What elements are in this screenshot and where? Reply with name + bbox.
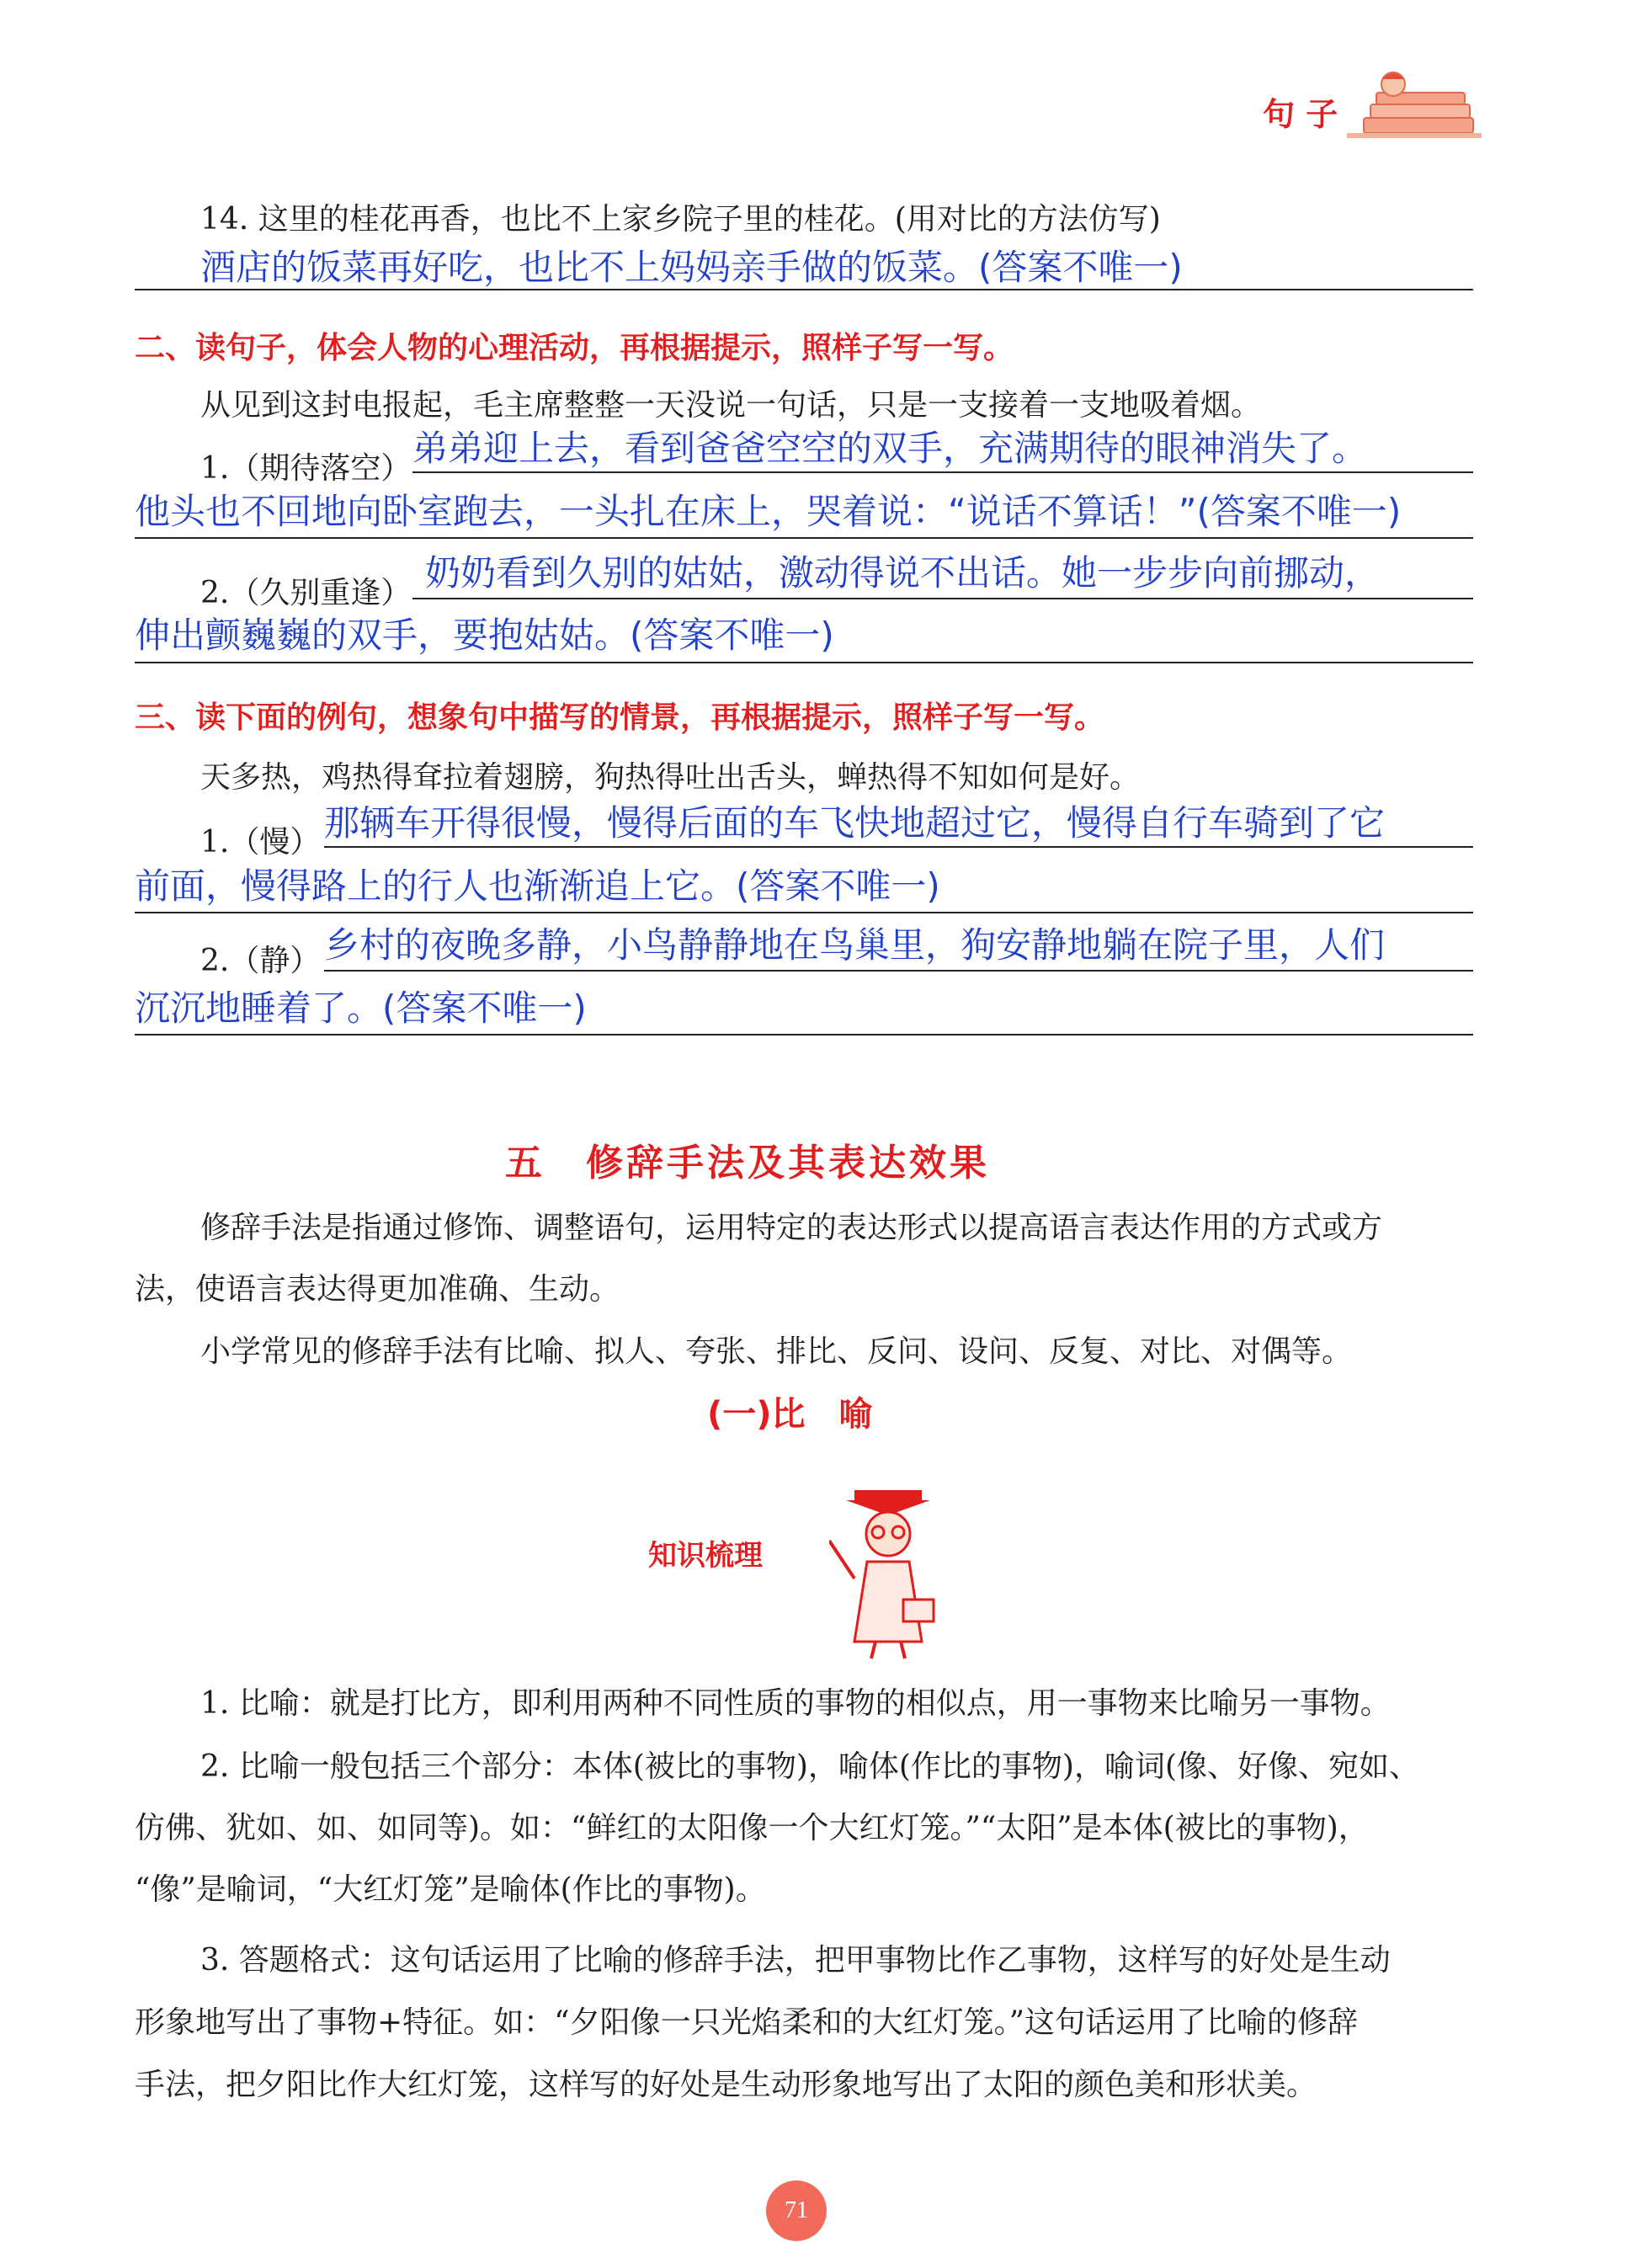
- section2-example: 从见到这封电报起，毛主席整整一天没说一句话，只是一支接着一支地吸着烟。: [200, 388, 1262, 423]
- knowledge-p2-b: 仿佛、犹如、如、如同等)。如：“鲜红的太阳像一个大红灯笼。”“太阳”是本体(被比的事物)，: [135, 1811, 1369, 1845]
- knowledge-badge: 知识梳理: [648, 1539, 763, 1573]
- knowledge-p2-a: 2. 比喻一般包括三个部分：本体(被比的事物)，喻体(作比的事物)，喻词(像、好像、宛如、: [200, 1749, 1420, 1784]
- section3-item1-line2: 前面，慢得路上的行人也渐渐追上它。(答案不唯一): [135, 865, 940, 907]
- chapter-intro2: 小学常见的修辞手法有比喻、拟人、夸张、排比、反问、设问、反复、对比、对偶等。: [200, 1334, 1353, 1369]
- q14-answer: 酒店的饭菜再好吃，也比不上妈妈亲手做的饭菜。(答案不唯一): [200, 247, 1183, 288]
- professor-icon: [829, 1482, 955, 1667]
- answer-line: [135, 1034, 1473, 1036]
- header-label: 句 子: [1263, 96, 1338, 133]
- knowledge-p1: 1. 比喻：就是打比方，即利用两种不同性质的事物的相似点，用一事物来比喻另一事物。: [200, 1686, 1391, 1721]
- section2-item1-line2: 他头也不回地向卧室跑去，一头扎在床上，哭着说：“说话不算话！”(答案不唯一): [135, 491, 1402, 532]
- section3-heading: 三、读下面的例句，想象句中描写的情景，再根据提示，照样子写一写。: [135, 700, 1105, 735]
- knowledge-p2-c: “像”是喻词，“大红灯笼”是喻体(作比的事物)。: [135, 1872, 766, 1907]
- answer-line: [135, 912, 1473, 913]
- answer-line: [324, 846, 1473, 848]
- books-icon: [1347, 67, 1482, 152]
- section3-item1-label: 1.（慢）: [200, 825, 321, 860]
- section2-heading: 二、读句子，体会人物的心理活动，再根据提示，照样子写一写。: [135, 331, 1014, 365]
- section2-item1-label: 1.（期待落空）: [200, 451, 412, 486]
- section2-item2-label: 2.（久别重逢）: [200, 576, 412, 610]
- section2-item2-line2: 伸出颤巍巍的双手，要抱姑姑。(答案不唯一): [135, 615, 834, 656]
- section2-item2-line1: 奶奶看到久别的姑姑，激动得说不出话。她一步步向前挪动，: [425, 552, 1381, 594]
- chapter-intro1-a: 修辞手法是指通过修饰、调整语句，运用特定的表达形式以提高语言表达作用的方式或方: [200, 1211, 1383, 1245]
- answer-line: [135, 662, 1473, 663]
- answer-line: [135, 537, 1473, 539]
- answer-line: [412, 598, 1473, 599]
- chapter-subtitle: (一)比 喻: [707, 1395, 873, 1434]
- answer-line: [324, 970, 1473, 972]
- section3-item2-line1: 乡村的夜晚多静，小鸟静静地在鸟巢里，狗安静地躺在院子里，人们: [324, 924, 1386, 966]
- chapter-intro1-b: 法，使语言表达得更加准确、生动。: [135, 1272, 620, 1307]
- page-number: 71: [766, 2180, 827, 2241]
- q14-prompt: 14. 这里的桂花再香，也比不上家乡院子里的桂花。(用对比的方法仿写): [200, 202, 1161, 237]
- chapter-title: 五 修辞手法及其表达效果: [505, 1142, 990, 1185]
- section3-example: 天多热，鸡热得耷拉着翅膀，狗热得吐出舌头，蝉热得不知如何是好。: [200, 760, 1141, 795]
- knowledge-p3-c: 手法，把夕阳比作大红灯笼，这样写的好处是生动形象地写出了太阳的颜色美和形状美。: [135, 2068, 1317, 2102]
- answer-line: [135, 289, 1473, 290]
- section3-item2-line2: 沉沉地睡着了。(答案不唯一): [135, 988, 587, 1029]
- knowledge-p3-b: 形象地写出了事物+特征。如：“夕阳像一只光焰柔和的大红灯笼。”这句话运用了比喻的修辞: [135, 2005, 1358, 2040]
- section2-item1-line1: 弟弟迎上去，看到爸爸空空的双手，充满期待的眼神消失了。: [412, 428, 1368, 469]
- section3-item1-line1: 那辆车开得很慢，慢得后面的车飞快地超过它，慢得自行车骑到了它: [324, 802, 1386, 844]
- section3-item2-label: 2.（静）: [200, 944, 321, 978]
- knowledge-p3-a: 3. 答题格式：这句话运用了比喻的修辞手法，把甲事物比作乙事物，这样写的好处是生动: [200, 1943, 1391, 1978]
- answer-line: [412, 471, 1473, 473]
